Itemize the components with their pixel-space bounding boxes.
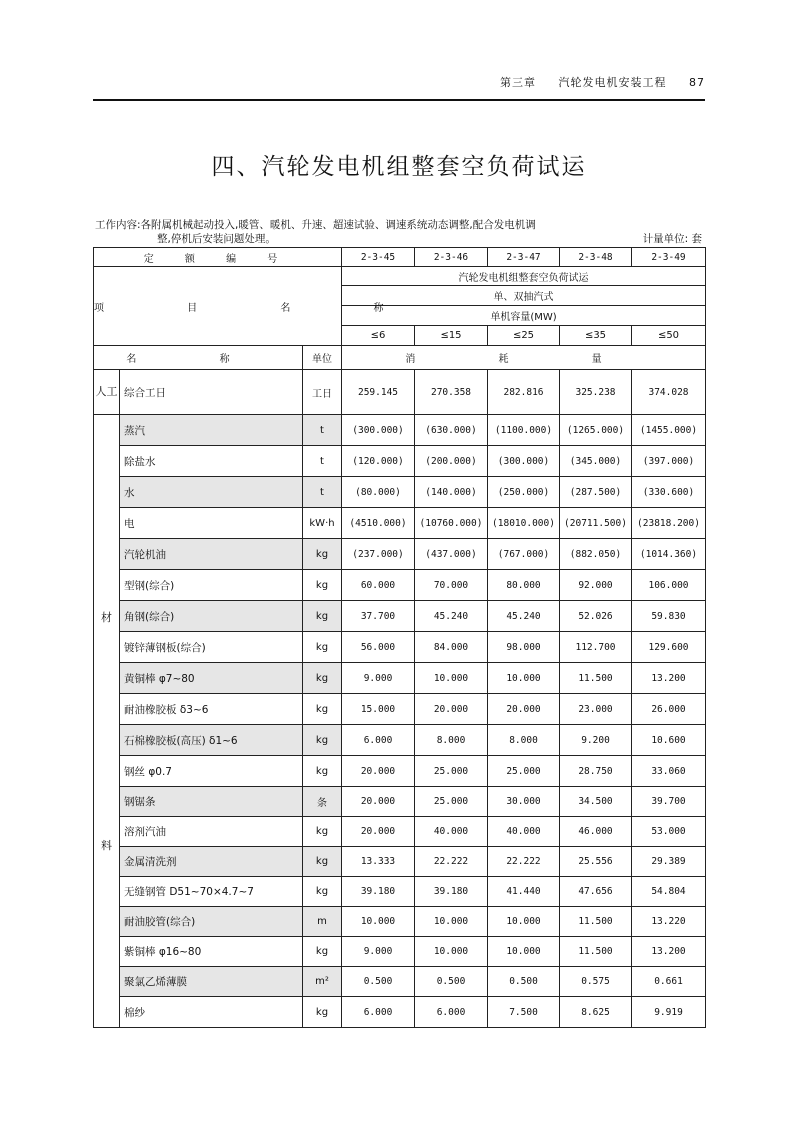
section-label: 汽轮发电机安装工程 — [558, 76, 667, 89]
material-value: 25.000 — [415, 756, 488, 787]
material-row — [94, 632, 706, 663]
material-value: (237.000) — [342, 539, 415, 570]
labor-value: 325.238 — [560, 370, 632, 415]
capacity-cell: ≤50 — [632, 326, 706, 346]
material-name: 无缝钢管 D51~70×4.7~7 — [120, 877, 303, 907]
material-value: (1100.000) — [488, 415, 560, 446]
name-column-header: 名 称 — [94, 346, 303, 370]
material-value: 10.000 — [415, 937, 488, 967]
material-value: (437.000) — [415, 539, 488, 570]
material-value: 6.000 — [415, 997, 488, 1028]
material-value: 98.000 — [488, 632, 560, 663]
material-row — [94, 847, 706, 877]
material-value: 10.000 — [488, 937, 560, 967]
capacity-cell: ≤15 — [415, 326, 488, 346]
material-value: 9.200 — [560, 725, 632, 756]
material-value: 10.600 — [632, 725, 706, 756]
material-row — [94, 477, 706, 508]
material-unit: kg — [303, 570, 342, 601]
material-value: 34.500 — [560, 787, 632, 817]
item-name-label: 项 目 名 称 — [94, 267, 342, 346]
material-value: 40.000 — [488, 817, 560, 847]
material-value: 28.750 — [560, 756, 632, 787]
material-value: 33.060 — [632, 756, 706, 787]
material-name: 型钢(综合) — [120, 570, 303, 601]
capacity-cell: ≤6 — [342, 326, 415, 346]
item-subtitle: 单、双抽汽式 — [342, 286, 706, 306]
material-unit: t — [303, 477, 342, 508]
material-value: 0.575 — [560, 967, 632, 997]
code-cell: 2-3-47 — [488, 248, 560, 267]
material-name: 电 — [120, 508, 303, 539]
material-row — [94, 787, 706, 817]
material-value: 11.500 — [560, 937, 632, 967]
material-value: 45.240 — [488, 601, 560, 632]
material-unit: t — [303, 415, 342, 446]
material-row — [94, 663, 706, 694]
material-value: 0.661 — [632, 967, 706, 997]
capacity-cell: ≤35 — [560, 326, 632, 346]
material-category-bottom: 料 — [101, 839, 112, 852]
material-value: 10.000 — [415, 907, 488, 937]
material-value: (1014.360) — [632, 539, 706, 570]
material-unit: m² — [303, 967, 342, 997]
material-name: 黄铜棒 φ7~80 — [120, 663, 303, 694]
header-rule — [93, 99, 705, 101]
material-value: 54.804 — [632, 877, 706, 907]
material-name: 除盐水 — [120, 446, 303, 477]
quota-table — [93, 247, 706, 1028]
material-unit: kg — [303, 694, 342, 725]
material-value: 46.000 — [560, 817, 632, 847]
material-value: (330.600) — [632, 477, 706, 508]
material-name: 紫铜棒 φ16~80 — [120, 937, 303, 967]
material-value: (300.000) — [488, 446, 560, 477]
material-row — [94, 446, 706, 477]
material-value: (20711.500) — [560, 508, 632, 539]
material-unit: kg — [303, 937, 342, 967]
work-content-label: 工作内容: — [95, 219, 141, 231]
material-value: 9.000 — [342, 937, 415, 967]
labor-name: 综合工日 — [120, 370, 303, 415]
material-value: 0.500 — [488, 967, 560, 997]
material-value: (18010.000) — [488, 508, 560, 539]
material-name: 角钢(综合) — [120, 601, 303, 632]
labor-value: 259.145 — [342, 370, 415, 415]
column-header-row — [94, 346, 706, 370]
material-unit: kg — [303, 756, 342, 787]
material-value: (300.000) — [342, 415, 415, 446]
material-value: 92.000 — [560, 570, 632, 601]
material-value: 30.000 — [488, 787, 560, 817]
labor-value: 282.816 — [488, 370, 560, 415]
material-row — [94, 601, 706, 632]
consumption-header: 消 耗 量 — [342, 346, 706, 370]
material-value: (23818.200) — [632, 508, 706, 539]
material-value: 11.500 — [560, 907, 632, 937]
material-value: (120.000) — [342, 446, 415, 477]
material-value: (345.000) — [560, 446, 632, 477]
material-value: (767.000) — [488, 539, 560, 570]
material-name: 镀锌薄钢板(综合) — [120, 632, 303, 663]
material-value: (1455.000) — [632, 415, 706, 446]
material-value: 10.000 — [342, 907, 415, 937]
material-value: 13.200 — [632, 937, 706, 967]
material-value: 26.000 — [632, 694, 706, 725]
material-value: 84.000 — [415, 632, 488, 663]
material-value: 13.333 — [342, 847, 415, 877]
material-name: 水 — [120, 477, 303, 508]
material-value: (882.050) — [560, 539, 632, 570]
material-value: 60.000 — [342, 570, 415, 601]
labor-row — [94, 370, 706, 415]
material-row — [94, 877, 706, 907]
material-name: 耐油橡胶板 δ3~6 — [120, 694, 303, 725]
material-value: 11.500 — [560, 663, 632, 694]
material-unit: m — [303, 907, 342, 937]
material-unit: kg — [303, 877, 342, 907]
material-value: 8.000 — [488, 725, 560, 756]
work-content-line2: 整,停机后安装问题处理。 — [157, 233, 276, 245]
material-name: 耐油胶管(综合) — [120, 907, 303, 937]
code-cell: 2-3-45 — [342, 248, 415, 267]
material-row — [94, 937, 706, 967]
material-unit: kg — [303, 997, 342, 1028]
labor-value: 374.028 — [632, 370, 706, 415]
material-value: 70.000 — [415, 570, 488, 601]
code-label: 定 额 编 号 — [94, 248, 342, 267]
material-row — [94, 967, 706, 997]
material-row — [94, 694, 706, 725]
material-value: 7.500 — [488, 997, 560, 1028]
quota-table-body — [94, 248, 706, 1028]
material-value: 0.500 — [342, 967, 415, 997]
material-value: 20.000 — [342, 756, 415, 787]
material-value: (630.000) — [415, 415, 488, 446]
material-value: 9.919 — [632, 997, 706, 1028]
material-unit: kg — [303, 663, 342, 694]
item-title-row — [94, 267, 706, 286]
material-row — [94, 756, 706, 787]
unit-column-header: 单位 — [303, 346, 342, 370]
material-row — [94, 725, 706, 756]
material-value: 8.000 — [415, 725, 488, 756]
material-value: (397.000) — [632, 446, 706, 477]
material-value: (10760.000) — [415, 508, 488, 539]
material-name: 聚氯乙烯薄膜 — [120, 967, 303, 997]
material-unit: kg — [303, 725, 342, 756]
material-value: 47.656 — [560, 877, 632, 907]
material-value: 8.625 — [560, 997, 632, 1028]
material-value: (80.000) — [342, 477, 415, 508]
material-value: (140.000) — [415, 477, 488, 508]
material-name: 钢锯条 — [120, 787, 303, 817]
material-unit: kg — [303, 817, 342, 847]
material-row — [94, 415, 706, 446]
material-value: 37.700 — [342, 601, 415, 632]
material-unit: t — [303, 446, 342, 477]
material-value: 112.700 — [560, 632, 632, 663]
material-value: 29.389 — [632, 847, 706, 877]
material-value: 10.000 — [415, 663, 488, 694]
material-value: 129.600 — [632, 632, 706, 663]
material-value: 52.026 — [560, 601, 632, 632]
material-value: 6.000 — [342, 997, 415, 1028]
material-value: 0.500 — [415, 967, 488, 997]
material-value: 59.830 — [632, 601, 706, 632]
material-value: (250.000) — [488, 477, 560, 508]
material-value: 10.000 — [488, 907, 560, 937]
labor-value: 270.358 — [415, 370, 488, 415]
material-row — [94, 907, 706, 937]
work-content-line1: 各附属机械起动投入,暖管、暖机、升速、超速试验、调速系统动态调整,配合发电机调 — [140, 219, 536, 231]
material-name: 汽轮机油 — [120, 539, 303, 570]
material-unit: kg — [303, 632, 342, 663]
material-value: 10.000 — [488, 663, 560, 694]
material-category — [94, 415, 120, 1028]
material-value: 25.000 — [415, 787, 488, 817]
material-name: 钢丝 φ0.7 — [120, 756, 303, 787]
material-name: 蒸汽 — [120, 415, 303, 446]
running-header — [93, 74, 705, 94]
material-unit: kW·h — [303, 508, 342, 539]
labor-unit: 工日 — [303, 370, 342, 415]
material-name: 石棉橡胶板(高压) δ1~6 — [120, 725, 303, 756]
material-unit: kg — [303, 539, 342, 570]
code-cell: 2-3-49 — [632, 248, 706, 267]
material-row — [94, 997, 706, 1028]
material-value: 13.200 — [632, 663, 706, 694]
material-unit: 条 — [303, 787, 342, 817]
material-value: 20.000 — [342, 817, 415, 847]
material-row — [94, 539, 706, 570]
material-value: 25.556 — [560, 847, 632, 877]
page-title: 四、汽轮发电机组整套空负荷试运 — [211, 154, 587, 180]
material-name: 金属清洗剂 — [120, 847, 303, 877]
code-row — [94, 248, 706, 267]
material-unit: kg — [303, 601, 342, 632]
material-name: 溶剂汽油 — [120, 817, 303, 847]
page-number: 87 — [689, 76, 705, 89]
material-value: 9.000 — [342, 663, 415, 694]
material-row — [94, 508, 706, 539]
material-value: 6.000 — [342, 725, 415, 756]
material-value: (287.500) — [560, 477, 632, 508]
material-value: 20.000 — [415, 694, 488, 725]
material-value: 15.000 — [342, 694, 415, 725]
material-value: 40.000 — [415, 817, 488, 847]
material-row — [94, 570, 706, 601]
material-name: 棉纱 — [120, 997, 303, 1028]
material-value: 80.000 — [488, 570, 560, 601]
material-value: 20.000 — [488, 694, 560, 725]
material-value: 23.000 — [560, 694, 632, 725]
material-unit: kg — [303, 847, 342, 877]
code-cell: 2-3-46 — [415, 248, 488, 267]
capacity-cell: ≤25 — [488, 326, 560, 346]
chapter-label: 第三章 — [500, 76, 536, 89]
material-value: 25.000 — [488, 756, 560, 787]
material-category-top: 材 — [101, 611, 112, 624]
item-title: 汽轮发电机组整套空负荷试运 — [342, 267, 706, 286]
material-value: 56.000 — [342, 632, 415, 663]
material-value: 45.240 — [415, 601, 488, 632]
material-value: 20.000 — [342, 787, 415, 817]
material-row — [94, 817, 706, 847]
material-value: (200.000) — [415, 446, 488, 477]
material-value: 22.222 — [488, 847, 560, 877]
capacity-label: 单机容量(MW) — [342, 306, 706, 326]
material-value: 39.180 — [415, 877, 488, 907]
labor-category: 人工 — [94, 370, 120, 415]
material-value: (1265.000) — [560, 415, 632, 446]
material-value: 53.000 — [632, 817, 706, 847]
material-value: 41.440 — [488, 877, 560, 907]
material-value: 39.180 — [342, 877, 415, 907]
material-value: 22.222 — [415, 847, 488, 877]
material-value: 106.000 — [632, 570, 706, 601]
code-cell: 2-3-48 — [560, 248, 632, 267]
material-value: (4510.000) — [342, 508, 415, 539]
measurement-unit-note: 计量单位: 套 — [642, 233, 702, 245]
material-value: 39.700 — [632, 787, 706, 817]
work-content — [95, 218, 615, 246]
material-value: 13.220 — [632, 907, 706, 937]
